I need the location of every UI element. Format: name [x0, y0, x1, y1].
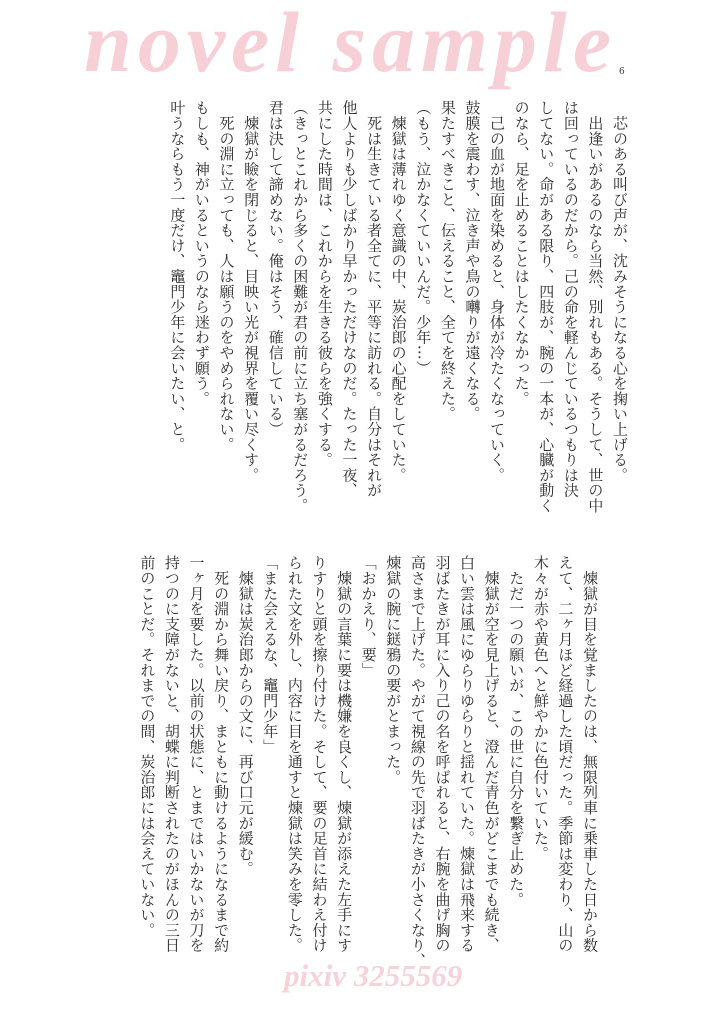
text-line: （きっとこれから多くの困難が君の前に立ち塞がるだろう。: [291, 100, 310, 514]
text-line: 出逢いがあるのなら当然、別れもある。そうして、世の中: [586, 100, 605, 514]
text-line: 煉獄が空を見上げると、澄んだ青色がどこまでも続き、: [482, 555, 501, 953]
text-line: 君は決して諦めない。俺はそう、確信している）: [266, 100, 285, 437]
text-line: られた文を外し、内容に目を通すと煉獄は笑みを零した。: [285, 555, 304, 953]
text-line: 死は生きている者全てに、平等に訪れる。自分はそれが: [365, 100, 384, 498]
text-line: もしも、神がいるというのなら迷わず願う。: [192, 100, 211, 406]
text-line: は回っているのだから。己の命を軽んじているつもりは決: [561, 100, 580, 498]
text-line: のなら、足を止めることはしたくなかった。: [512, 100, 531, 406]
text-line: 木々が赤や黄色へと鮮やかに色付いていた。: [531, 555, 550, 861]
text-line: 他人よりも少しばかり早かっただけなのだ。たった一夜、: [340, 100, 359, 498]
text-line: 果たすべきこと、伝えること、全てを終えた。: [438, 100, 457, 422]
text-line: 死の淵に立っても、人は願うのをやめられない。: [217, 100, 236, 452]
text-line: 己の血が地面を染めると、身体が冷たくなっていく。: [488, 100, 507, 483]
text-line: 持つのに支障がないと、胡蝶に判断されたのがほんの三日: [162, 555, 181, 953]
text-line: 煉獄が目を覚ましたのは、無限列車に乗車した日から数: [581, 555, 599, 953]
text-line: 共にした時間は、これからを生きる彼らを強くする。: [315, 100, 334, 468]
text-line: 芯のある叫び声が、沈みそうになる心を掬い上げる。: [611, 100, 629, 483]
text-line: 「おかえり、要」: [359, 555, 378, 678]
text-line: 叶うならもう一度だけ、竈門少年に会いたい、と。: [168, 100, 187, 452]
text-line: 「また会えるな、竈門少年」: [261, 555, 280, 754]
text-line: 煉獄は炭治郎からの文に、再び口元が緩む。: [236, 555, 255, 877]
text-line: 白い雲は風にゆらりゆらりと揺れていた。煉獄は飛来する: [458, 555, 477, 953]
text-line: りすりと頭を擦り付けた。そして、要の足首に結わえ付け: [310, 555, 329, 953]
text-line: ただ一つの願いが、この世に自分を繋ぎ止めた。: [507, 555, 526, 907]
text-line: 煉獄の腕に鎹鴉の要がとまった。: [384, 555, 403, 785]
text-line: 煉獄が瞼を閉じると、目映い光が視界を覆い尽くす。: [242, 100, 261, 483]
text-line: 高さまで上げた。やがて視線の先で羽ばたきが小さくなり、: [408, 555, 427, 969]
text-line: 煉獄の言葉に要は機嫌を良くし、煉獄が添えた左手にす: [335, 555, 354, 953]
text-line: 煉獄は薄れゆく意識の中、炭治郎の心配をしていた。: [389, 100, 408, 483]
text-block-top: [165, 100, 632, 514]
text-line: 羽ばたきが耳に入り己の名を呼ばれると、右腕を曲げ胸の: [433, 555, 452, 953]
pixiv-id-watermark: pixiv 3255569: [284, 958, 463, 993]
text-line: 一ヶ月を要した。以前の状態に、とまではいかないが刀を: [187, 555, 206, 953]
text-line: えて、二ヶ月ほど経過した頃だった。季節は変わり、山の: [556, 555, 575, 953]
text-line: 鼓膜を震わす、泣き声や鳥の囀りが遠くなる。: [463, 100, 482, 422]
text-line: 死の淵から舞い戻り、まともに動けるようになるまで約: [212, 555, 231, 953]
text-line: （もう、泣かなくていいんだ。少年…）: [414, 100, 433, 376]
text-block-bottom: [135, 555, 602, 969]
text-line: 前のことだ。それまでの間、炭治郎には会えていない。: [138, 555, 157, 938]
novel-sample-watermark: novel sample: [84, 0, 617, 90]
text-line: してない。命がある限り、四肢が、腕の一本が、心臓が動く: [537, 100, 556, 514]
page-number: 6: [619, 67, 625, 77]
